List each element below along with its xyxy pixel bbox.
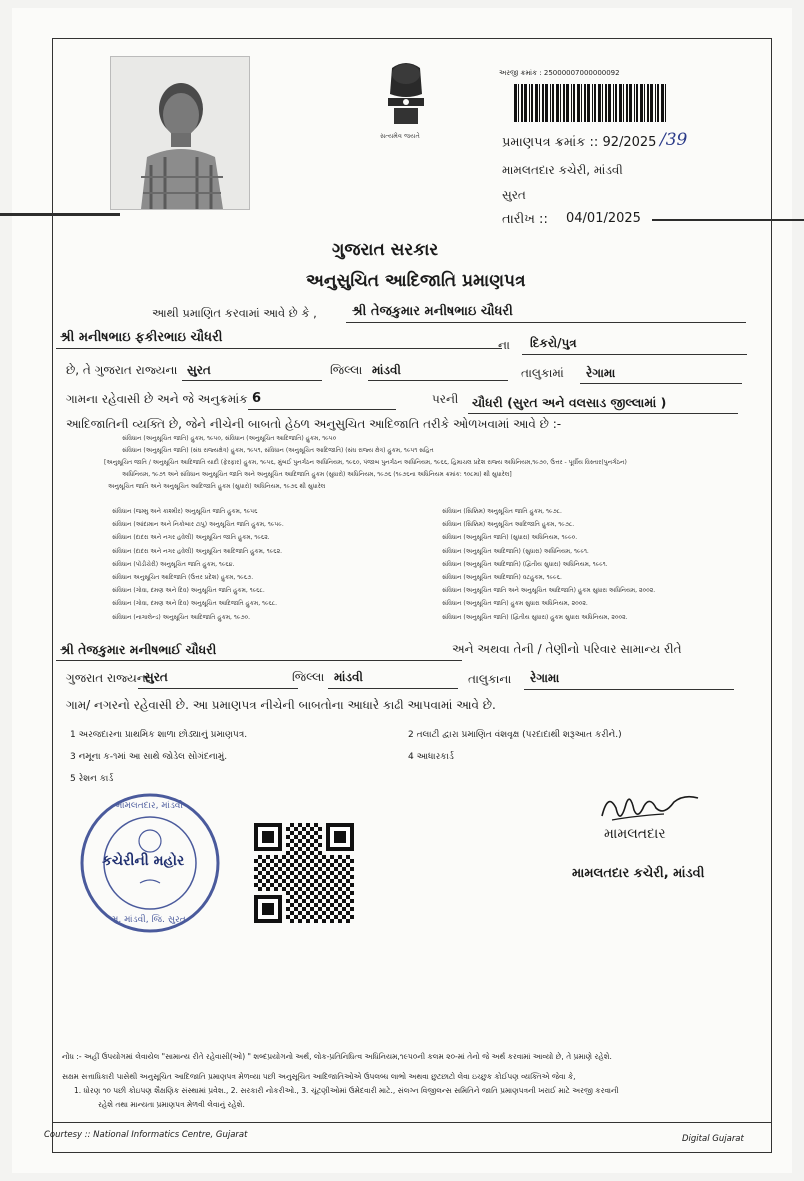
order-line: સંવિધાન (અનુસૂચિત જાતિ) (સંઘ રાજ્યક્ષેત્ર) હુકમ, ૧૯૫૧, સંવિધાન (અનુસૂચિત આદિજાતિ) (સંઘ રાજ્ય ક્ષેત્ર) હુકમ, ૧૯૫૧ સહિત bbox=[122, 447, 434, 454]
order-item: સંવિધાન (અનુસૂચિત જાતિ) હુકમ સુધારા અધિનિયમ, ૨૦૦૨. bbox=[442, 600, 588, 608]
application-number: અરજી ક્રમાંક : 25000007000000092 bbox=[499, 69, 620, 77]
order-item: સંવિધાન (નાગાલેન્ડ) અનુસૂચિત આદિજાતિ હુકમ, ૧૯૭૦. bbox=[112, 613, 251, 621]
order-line: અધિનિયમ, ૧૯૭૧ અને સંવિધાન અનુસૂચિત જાતિ અને અનુસૂચિત આદિજાતિ હુકમ (સુધારો) અધિનિયમ, ૧૯૭૬ (૧૯૭૬ના અધિનિયમ ક્રમાંક: ૧૦૮મા) થી સુધારેલ] bbox=[122, 471, 512, 478]
order-item: સંવિધાન (પોંડીચેરી) અનુસૂચિત જાતિ હુકમ, ૧૯૬૪. bbox=[112, 560, 235, 568]
document-item: 4 આધારકાર્ડ bbox=[408, 752, 454, 762]
seal-text: કચેરીની મહોર bbox=[102, 853, 185, 869]
seal-outer-bottom: મુ. માંડવી, જિ. સુરત bbox=[112, 915, 186, 925]
emblem-motto: સત્યમેવ જયતે bbox=[380, 132, 420, 140]
certificate-sheet bbox=[12, 8, 792, 1173]
qr-code bbox=[254, 823, 354, 923]
document-item: 2 તલાટી દ્વારા પ્રમાણિત વંશવૃક્ષ (પરદાદાથી શરૂઆત કરીને.) bbox=[408, 730, 622, 740]
footer-note: નોંધ :- અહીં ઉપયોગમાં લેવાયેલ "સામાન્ય રીતે રહેવાસી(ઓ) " શબ્દપ્રયોગનો અર્થ, લોક-પ્રતિનિધિત્વ અધિનિયમ,૧૯૫૦ની કલમ ૨૦-માં તેનો જે અર્થ કરવામાં આવ્યો છે, તે પ્રમાણે રહેશે. bbox=[62, 1052, 612, 1061]
order-item: સંવિધાન (અનુસૂચિત જાતિ) (દ્વિતીય સુધારા) હુકમ સુધારા અધિનિયમ, ૨૦૦૨. bbox=[442, 613, 628, 621]
seal-outer-top: મામલતદાર, માંડવી bbox=[116, 801, 183, 811]
district-value: સુરત bbox=[187, 363, 211, 377]
applicant-photo bbox=[110, 56, 250, 210]
district-value-2: સુરત bbox=[144, 670, 168, 684]
order-item: સંવિધાન (આંદામાન અને નિકોબાર ટાપુ) અનુસૂચિત જાતિ હુકમ, ૧૯૫૯. bbox=[112, 521, 284, 529]
tribe-name: ચૌધરી (સુરત અને વલસાડ જીલ્લામાં ) bbox=[472, 395, 667, 410]
taluka-value: માંડવી bbox=[372, 363, 401, 377]
order-item: સંવિધાન (અનુસૂચિત આદિજાતિ) વટહુકમ, ૧૯૯૬. bbox=[442, 574, 562, 581]
barcode bbox=[514, 84, 668, 122]
relation: દિકરો/પુત્ર bbox=[530, 336, 577, 350]
order-line: સંવિધાન (અનુસૂચિત જાતિ) હુકમ, ૧૯૫૦, સંવિધાન (અનુસૂચિત આદિજાતિ) હુકમ, ૧૯૫૦ bbox=[122, 435, 337, 442]
state-line: ગુજરાત રાજ્યના bbox=[66, 671, 149, 685]
serial-number: 6 bbox=[252, 391, 262, 406]
document-item: 5 રેશન કાર્ડ bbox=[70, 774, 114, 784]
order-item: સંવિધાન (ગોવા, દમણ અને દિવ) અનુસૂચિત આદિજાતિ હુકમ, ૧૯૬૮. bbox=[112, 600, 278, 608]
order-item: સંવિધાન (અનુસૂચિત આદિજાતિ) (દ્વિતીય સુધારા) અધિનિયમ, ૧૯૯૧. bbox=[442, 560, 608, 568]
taluka-label: તાલુકામાં bbox=[521, 366, 564, 380]
tribe-of-label: પરની bbox=[432, 392, 459, 406]
issue-line: ગામ/ નગરનો રહેવાસી છે. આ પ્રમાણપત્ર નીચેની બાબતોના આધારે કાઢી આપવામાં આવે છે. bbox=[66, 698, 496, 712]
footer-note-2: સક્ષમ સત્તાધિકારી પાસેથી અનુસૂચિત આદિજાતિ પ્રમાણપત્ર મેળવ્યા પછી અનુસૂચિત આદિજાતિઓએ ઉપલબ્ધ લાભો અથવા છુટછાટો લેવા ઇચ્છુક કોઈપણ વ્યક્તિએ જેવા કે, bbox=[62, 1072, 576, 1081]
order-item: સંવિધાન (જમ્મુ અને કાશ્મીર) અનુસૂચિત જાતિ હુકમ, ૧૯૫૬ bbox=[112, 508, 258, 515]
village-value: રેગામા bbox=[586, 366, 616, 380]
order-item: સંવિધાન (દાદરા અને નગર હવેલી) અનુસૂચિત જાતિ હુકમ, ૧૯૬૨. bbox=[112, 534, 270, 542]
document-item: 3 નમૂના ક-૧માં આ સાથે જોડેલ સોગંદનામું. bbox=[70, 752, 228, 762]
certificate-number: પ્રમાણપત્ર ક્રમાંક :: 92/2025 bbox=[502, 135, 657, 150]
courtesy-text: Courtesy :: National Informatics Centre, Gujarat bbox=[44, 1130, 248, 1140]
district-name: સુરત bbox=[502, 188, 526, 202]
taluka-value-2: માંડવી bbox=[334, 670, 363, 684]
date-value: 04/01/2025 bbox=[566, 211, 641, 226]
national-emblem bbox=[366, 54, 446, 146]
resident-of-label: છે, તે ગુજરાત રાજ્યના bbox=[66, 363, 178, 377]
certify-line: આથી પ્રમાણિત કરવામાં આવે છે કે , bbox=[152, 306, 317, 320]
order-item: સંવિધાન (અનુસૂચિત જાતિ) (સુધારા) અધિનિયમ, ૧૯૯૦. bbox=[442, 534, 578, 542]
date-label: તારીખ :: bbox=[502, 212, 548, 227]
footer-note-3: 1. ધોરણ ૧૦ પછી કોઇપણ શૈક્ષણિક સંસ્થામાં પ્રવેશ., 2. સરકારી નોકરીઓ., 3. ચૂંટણીઓમાં ઉમેદવારી માટે., સંલગ્ન વિજીલન્સ સમિતિને જાતિ પ્રમાણપત્રની ખરાઈ માટે અરજી કરવાની bbox=[74, 1086, 619, 1095]
district-label-2: જિલ્લા bbox=[292, 670, 325, 684]
office-name: મામલતદાર કચેરી, માંડવી bbox=[502, 163, 623, 177]
order-line: [અનુસૂચિત જાતિ / અનુસૂચિત આદિજાતિ યાદી (ફેરફાર) હુકમ, ૧૯૫૬, મુંબઈ પુનર્ગઠન અધિનિયમ, ૧૯૬૦, પંજાબ પુનર્ગઠન અધિનિયમ, ૧૯૬૬, હિમાચલ પ્રદેશ રાજ્ય અધિનિયમ,૧૯૭૦, ઉત્તર - પૂર્વીય વિસ્તાર(પુનર્ગઠન) bbox=[104, 459, 627, 466]
village-value-2: રેગામા bbox=[530, 671, 560, 685]
office-seal bbox=[78, 791, 223, 936]
order-item: સંવિધાન (સિક્કિમ) અનુસૂચિત આદિજાતિ હુકમ, ૧૯૭૮. bbox=[442, 521, 575, 529]
certificate-number-handwritten: /39 bbox=[660, 130, 688, 150]
village-line: ગામના રહેવાસી છે અને જે અનુક્રમાંક bbox=[66, 392, 248, 406]
certificate-title: અનુસુચિત આદિજાતિ પ્રમાણપત્ર bbox=[306, 271, 526, 291]
family-line: અને અથવા તેની / તેણીનો પરિવાર સામાન્ય રીતે bbox=[452, 642, 682, 656]
taluka-label-2: તાલુકાના bbox=[468, 672, 512, 686]
order-line: અનુસૂચિત જાતિ અને અનુસૂચિત આદિજાતિ હુકમ (સુધારો) અધિનિયમ, ૧૯૭૬ થી સુધારેલ bbox=[108, 483, 326, 490]
document-item: 1 અરજદારના પ્રાથમિક શાળા છોડ્યાનું પ્રમાણપત્ર. bbox=[70, 730, 248, 740]
father-name: શ્રી મનીષભાઇ ફકીરભાઇ ચૌધરી bbox=[60, 330, 223, 345]
signatory-office: મામલતદાર કચેરી, માંડવી bbox=[572, 866, 705, 881]
relation-prefix: ના bbox=[498, 338, 510, 352]
order-item: સંવિધાન (દાદરા અને નગર હવેલી) અનુસૂચિત આદિજાતિ હુકમ, ૧૯૬૨. bbox=[112, 547, 283, 555]
signatory-title-handwritten: મામલતદાર bbox=[604, 826, 666, 842]
applicant-name-2: શ્રી તેજકુમાર મનીષભાઈ ચૌધરી bbox=[60, 642, 217, 657]
applicant-name: શ્રી તેજકુમાર મનીષભાઇ ચૌધરી bbox=[352, 304, 513, 319]
order-item: સંવિધાન (અનુસૂચિત જાતિ અને અનુસૂચિત આદિજાતિ) હુકમ સુધારા અધિનિયમ, ૨૦૦૨. bbox=[442, 587, 656, 595]
district-label: જિલ્લા bbox=[330, 363, 363, 377]
order-item: સંવિધાન અનુસૂચિત આદિજાતિ (ઉત્તર પ્રદેશ) હુકમ, ૧૯૬૭. bbox=[112, 574, 254, 581]
order-item: સંવિધાન (ગોવા, દમણ અને દિવ) અનુસૂચિત જાતિ હુકમ, ૧૯૬૮. bbox=[112, 587, 265, 595]
recognized-line: આદિજાતિની વ્યક્તિ છે, જેને નીચેની બાબતો હેઠળ અનુસુચિત આદિજાતિ તરીકે ઓળખવામાં આવે છે :- bbox=[66, 417, 562, 431]
brand-text: Digital Gujarat bbox=[682, 1134, 744, 1144]
government-title: ગુજરાત સરકાર bbox=[332, 240, 439, 260]
footer-note-4: રહેશે તથા માન્યતા પ્રમાણપત્ર મેળવી લેવાનું રહેશે. bbox=[98, 1100, 245, 1109]
order-item: સંવિધાન (સિક્કિમ) અનુસૂચિત જાતિ હુકમ, ૧૯૭૮. bbox=[442, 508, 562, 515]
order-item: સંવિધાન (અનુસૂચિત આદિજાતિ) (સુધારા) અધિનિયમ, ૧૯૯૧. bbox=[442, 547, 589, 555]
